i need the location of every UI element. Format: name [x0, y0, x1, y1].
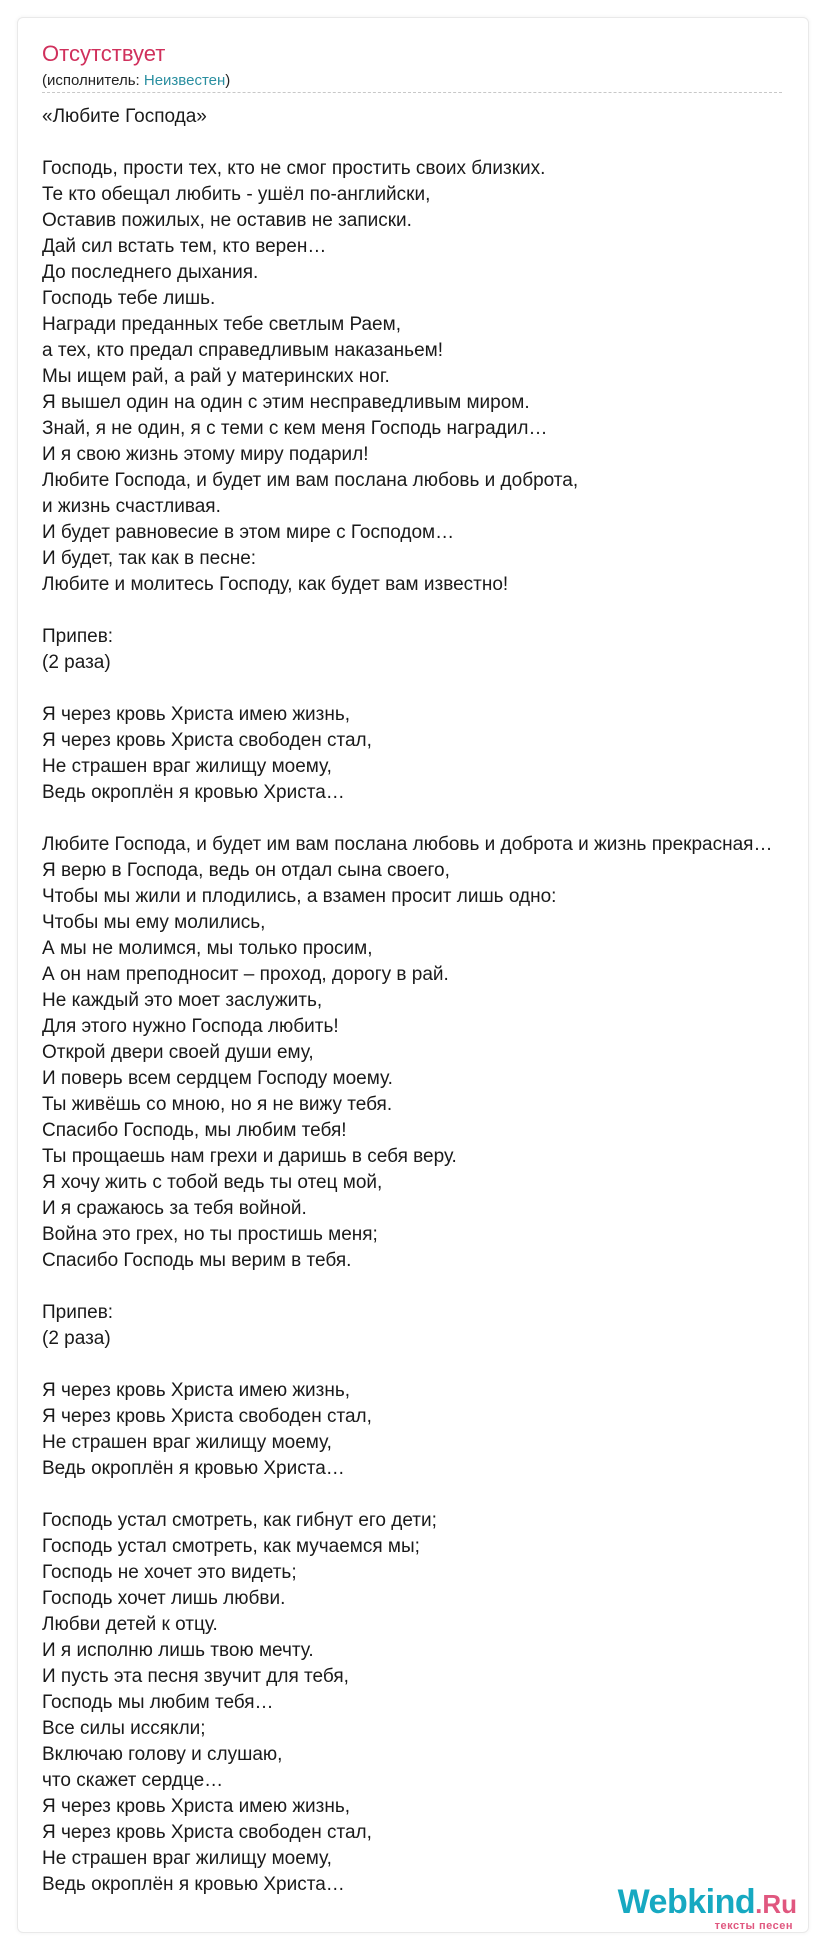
lyric-line: И я сражаюсь за тебя войной. — [42, 1198, 307, 1219]
song-title: Отсутствует — [42, 41, 166, 66]
lyric-line: Господь устал смотреть, как мучаемся мы; — [42, 1536, 420, 1557]
lyric-line: Знай, я не один, я с теми с кем меня Господь наградил… — [42, 418, 548, 439]
lyric-line: Я через кровь Христа свободен стал, — [42, 1822, 372, 1843]
lyric-line: И пусть эта песня звучит для тебя, — [42, 1666, 349, 1687]
lyric-line — [42, 806, 822, 832]
artist-prefix: (исполнитель: — [42, 72, 144, 89]
lyric-line: Ведь окроплён я кровью Христа… — [42, 1458, 345, 1479]
lyric-line: Не страшен враг жилищу моему, — [42, 1848, 332, 1869]
lyric-line: До последнего дыхания. — [42, 262, 259, 283]
lyric-line: И будет, так как в песне: — [42, 548, 257, 569]
lyric-line: Все силы иссякли; — [42, 1718, 206, 1739]
lyric-line — [42, 1482, 822, 1508]
lyric-line: Дай сил встать тем, кто верен… — [42, 236, 327, 257]
lyric-line: Не страшен враг жилищу моему, — [42, 1432, 332, 1453]
lyric-line: и жизнь счастливая. — [42, 496, 221, 517]
lyric-line: Любите и молитесь Господу, как будет вам известно! — [42, 574, 509, 595]
lyric-line — [42, 676, 822, 702]
lyric-line: Господь тебе лишь. — [42, 288, 216, 309]
lyric-line: Припев: — [42, 626, 114, 647]
lyric-line — [42, 1274, 822, 1300]
lyric-line — [42, 598, 822, 624]
artist-line — [42, 72, 230, 89]
lyrics-text — [42, 104, 822, 1898]
lyric-line: Чтобы мы жили и плодились, а взамен просит лишь одно: — [42, 886, 557, 907]
lyric-line: Любите Господа, и будет им вам послана любовь и доброта, — [42, 470, 579, 491]
lyric-line: Оставив пожилых, не оставив не записки. — [42, 210, 412, 231]
lyric-line: Припев: — [42, 1302, 114, 1323]
lyric-line: Господь мы любим тебя… — [42, 1692, 274, 1713]
lyric-line: Ты живёшь со мною, но я не вижу тебя. — [42, 1094, 393, 1115]
logo-tagline: тексты песен — [714, 1920, 793, 1932]
lyric-line: Господь не хочет это видеть; — [42, 1562, 297, 1583]
lyric-line: а тех, кто предал справедливым наказаньем! — [42, 340, 443, 361]
lyric-line: Любви детей к отцу. — [42, 1614, 218, 1635]
lyric-line: Ведь окроплён я кровью Христа… — [42, 782, 345, 803]
lyric-line: что скажет сердце… — [42, 1770, 224, 1791]
lyric-line: И поверь всем сердцем Господу моему. — [42, 1068, 393, 1089]
lyric-line: Для этого нужно Господа любить! — [42, 1016, 339, 1037]
lyric-line: А он нам преподносит – проход, дорогу в рай. — [42, 964, 449, 985]
lyric-line: Не страшен враг жилищу моему, — [42, 756, 332, 777]
lyric-line: И я исполню лишь твою мечту. — [42, 1640, 314, 1661]
lyric-line — [42, 1352, 822, 1378]
lyric-line: Я хочу жить с тобой ведь ты отец мой, — [42, 1172, 383, 1193]
lyric-line — [42, 130, 822, 156]
lyric-line: Спасибо Господь мы верим в тебя. — [42, 1250, 352, 1271]
lyric-line: Господь хочет лишь любви. — [42, 1588, 286, 1609]
lyric-line: «Любите Господа» — [42, 106, 207, 127]
lyric-line: Открой двери своей души ему, — [42, 1042, 314, 1063]
lyric-line: Ведь окроплён я кровью Христа… — [42, 1874, 345, 1895]
lyric-line: Чтобы мы ему молились, — [42, 912, 266, 933]
lyric-line: Мы ищем рай, а рай у материнских ног. — [42, 366, 390, 387]
lyric-line: И будет равновесие в этом мире с Господом… — [42, 522, 455, 543]
lyric-line: Не каждый это моет заслужить, — [42, 990, 323, 1011]
lyric-line: Я через кровь Христа свободен стал, — [42, 1406, 372, 1427]
lyric-line: Спасибо Господь, мы любим тебя! — [42, 1120, 347, 1141]
lyric-line: Война это грех, но ты простишь меня; — [42, 1224, 378, 1245]
lyric-line: Я через кровь Христа свободен стал, — [42, 730, 372, 751]
lyric-line: Включаю голову и слушаю, — [42, 1744, 283, 1765]
artist-suffix: ) — [225, 72, 231, 89]
lyric-line: Любите Господа, и будет им вам послана любовь и доброта и жизнь прекрасная… — [42, 834, 773, 855]
logo-domain-suffix: .Ru — [755, 1889, 797, 1919]
lyric-line: Те кто обещал любить - ушёл по-английски, — [42, 184, 431, 205]
lyric-line: Ты прощаешь нам грехи и даришь в себя веру. — [42, 1146, 457, 1167]
lyric-line: Я вышел один на один с этим несправедливым миром. — [42, 392, 530, 413]
artist-link[interactable]: Неизвестен — [143, 72, 226, 89]
lyric-line: Награди преданных тебе светлым Раем, — [42, 314, 401, 335]
lyric-line: А мы не молимся, мы только просим, — [42, 938, 373, 959]
logo-wordmark: Webkind — [617, 1883, 756, 1921]
lyric-line: Господь, прости тех, кто не смог простить своих близких. — [42, 158, 546, 179]
lyric-line: И я свою жизнь этому миру подарил! — [42, 444, 369, 465]
lyric-line: Господь устал смотреть, как гибнут его дети; — [42, 1510, 437, 1531]
lyric-line: Я через кровь Христа имею жизнь, — [42, 1796, 351, 1817]
lyric-line: Я верю в Господа, ведь он отдал сына своего, — [42, 860, 450, 881]
site-logo[interactable] — [618, 1885, 797, 1920]
lyric-line: (2 раза) — [42, 1328, 111, 1349]
header-divider — [42, 92, 782, 93]
lyric-line: Я через кровь Христа имею жизнь, — [42, 704, 351, 725]
lyric-line: Я через кровь Христа имею жизнь, — [42, 1380, 351, 1401]
lyric-line: (2 раза) — [42, 652, 111, 673]
